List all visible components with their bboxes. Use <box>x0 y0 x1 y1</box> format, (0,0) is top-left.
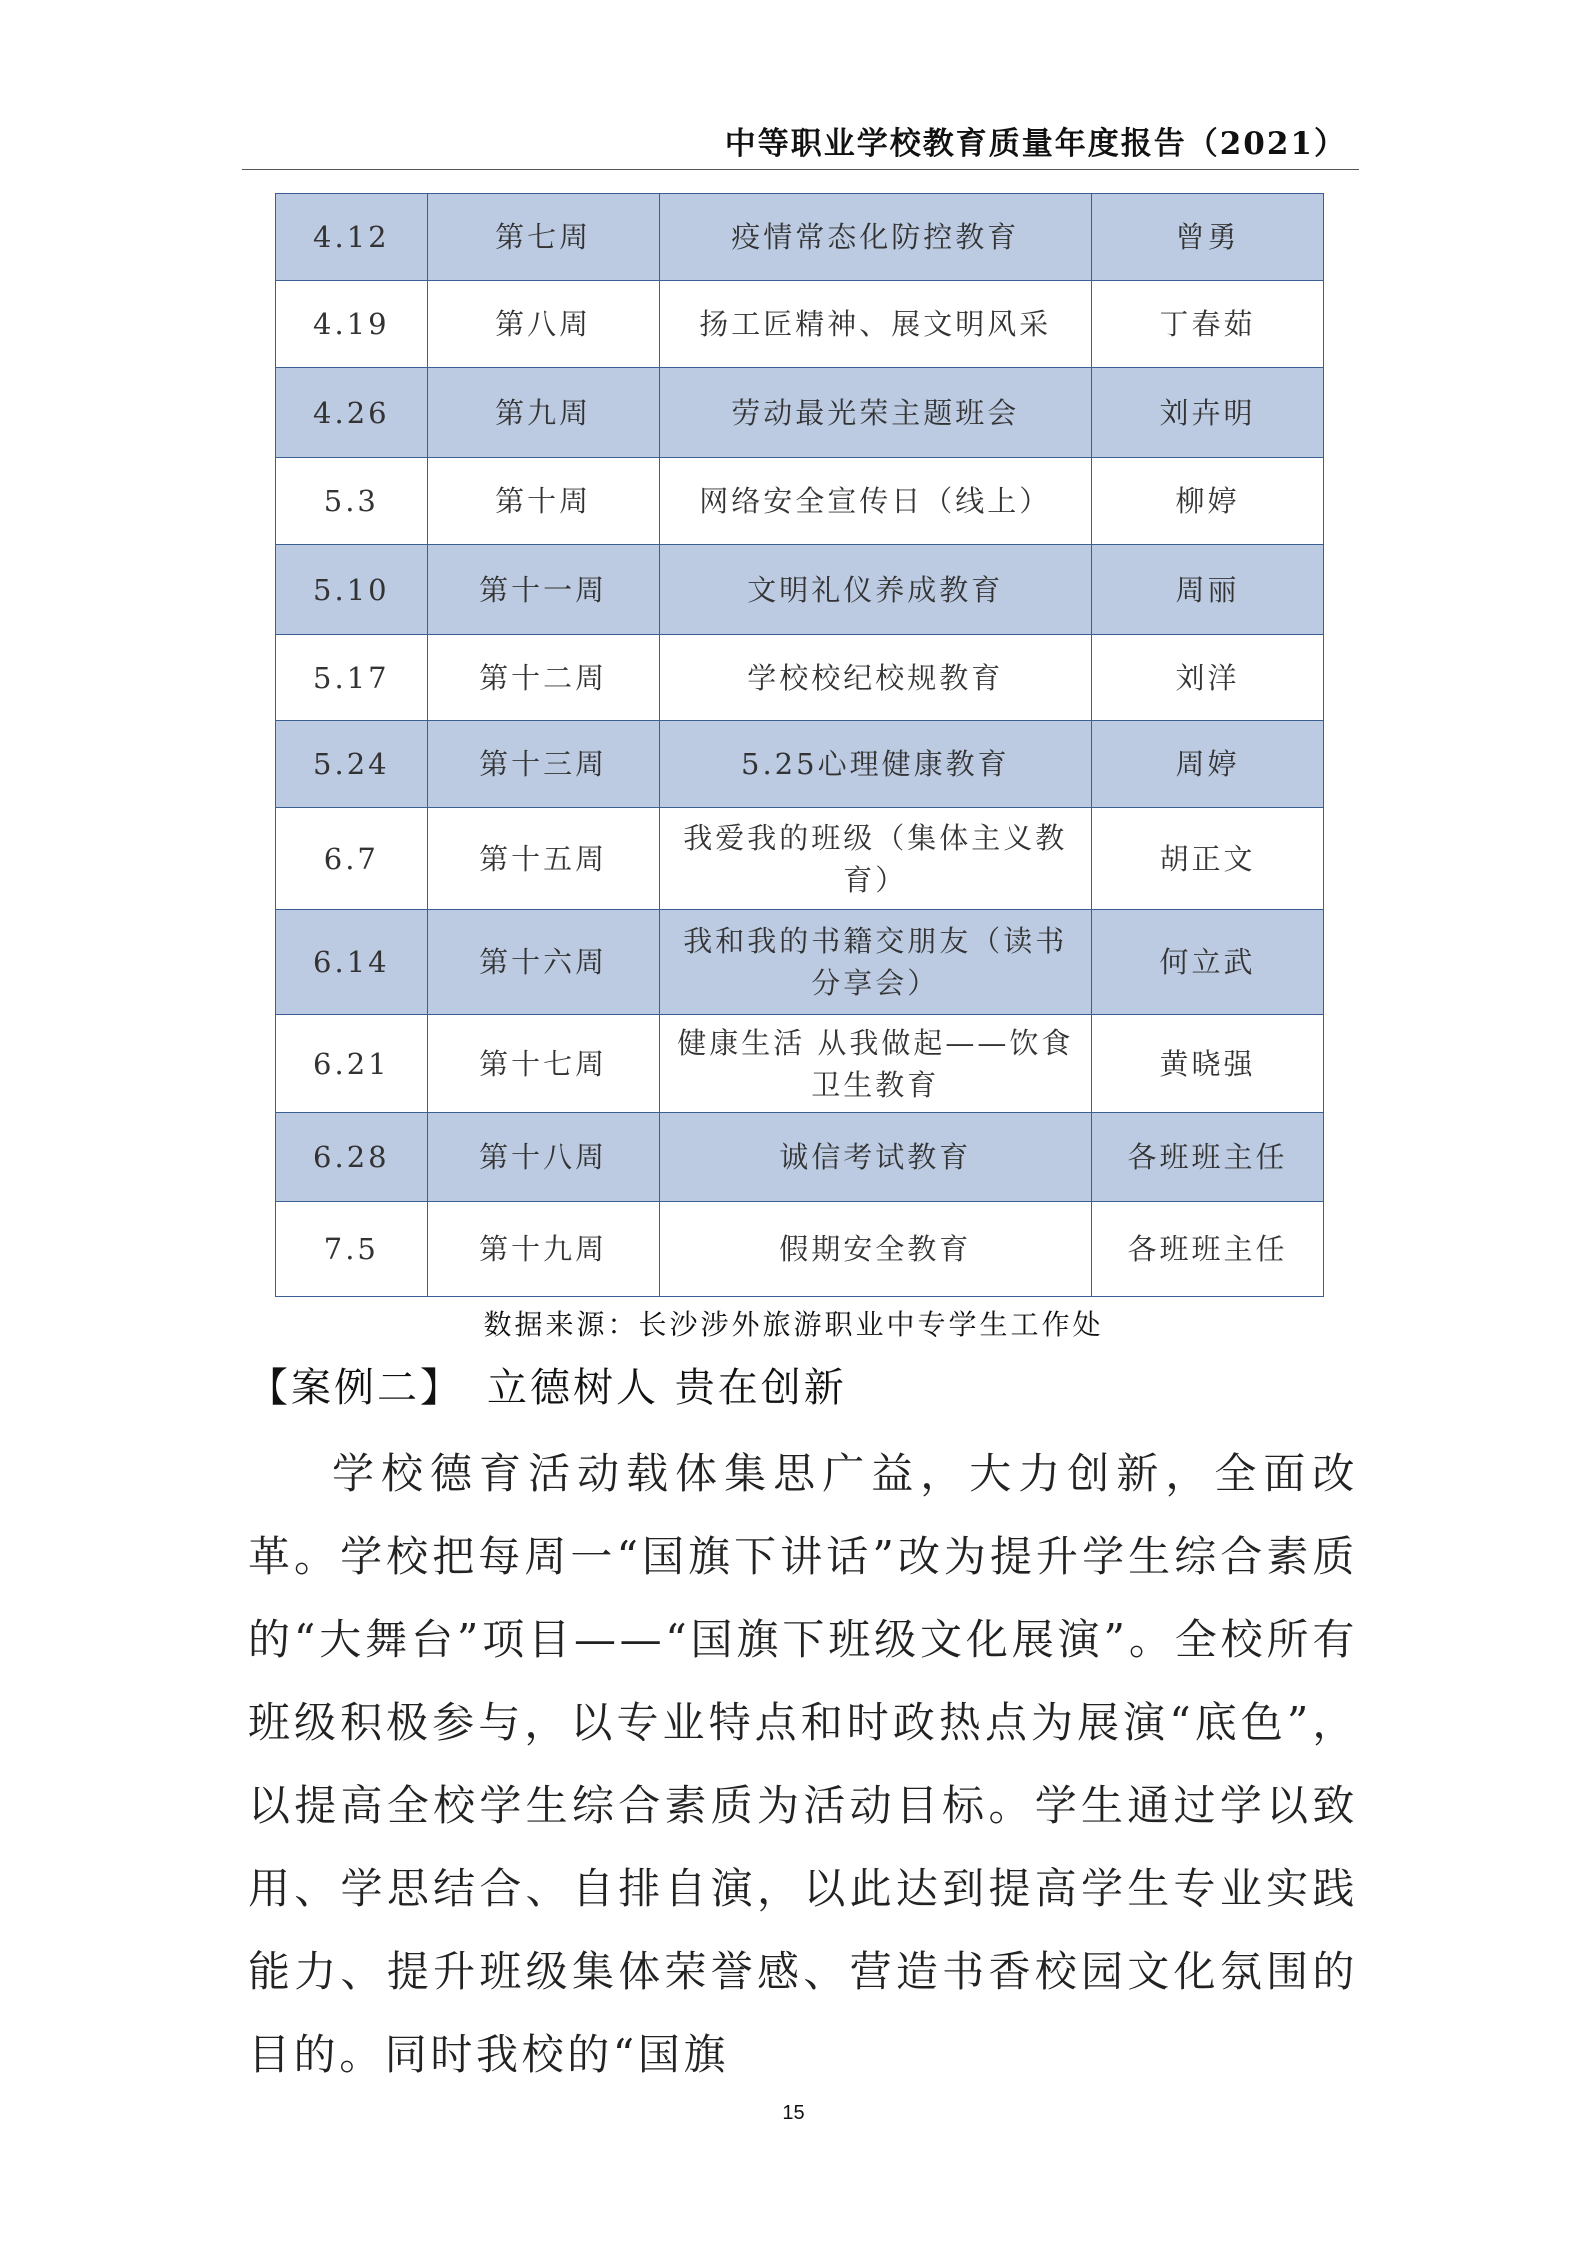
cell-week: 第十三周 <box>427 721 659 808</box>
table-row <box>276 910 1324 1015</box>
cell-date: 7.5 <box>276 1202 428 1297</box>
cell-speaker: 周丽 <box>1091 545 1323 635</box>
table-row <box>276 458 1324 545</box>
cell-speaker: 胡正文 <box>1091 808 1323 910</box>
cell-date: 5.17 <box>276 635 428 721</box>
case-body-paragraph: 学校德育活动载体集思广益，大力创新，全面改革。学校把每周一“国旗下讲话”改为提升学生综合素质的“大舞台”项目——“国旗下班级文化展演”。全校所有班级积极参与，以专业特点和时政热点为展演“底色”，以提高全校学生综合素质为活动目标。学生通过学以致用、学思结合、自排自演，以此达到提高学生专业实践能力、提升班级集体荣誉感、营造书香校园文化氛围的目的。同时我校的“国旗 <box>248 1449 1358 2079</box>
header-divider <box>242 169 1359 170</box>
cell-topic: 文明礼仪养成教育 <box>659 545 1091 635</box>
table-row <box>276 721 1324 808</box>
cell-topic: 健康生活 从我做起——饮食卫生教育 <box>659 1015 1091 1113</box>
cell-date: 6.14 <box>276 910 428 1015</box>
table-row <box>276 1015 1324 1113</box>
cell-week: 第十二周 <box>427 635 659 721</box>
data-source-note: 数据来源：长沙涉外旅游职业中专学生工作处 <box>483 1308 1104 1341</box>
case-heading <box>248 1356 847 1413</box>
cell-week: 第九周 <box>427 368 659 458</box>
cell-week: 第十周 <box>427 458 659 545</box>
cell-topic: 我和我的书籍交朋友（读书分享会） <box>659 910 1091 1015</box>
cell-speaker: 各班班主任 <box>1091 1202 1323 1297</box>
cell-week: 第十七周 <box>427 1015 659 1113</box>
cell-speaker: 黄晓强 <box>1091 1015 1323 1113</box>
cell-speaker: 刘洋 <box>1091 635 1323 721</box>
cell-date: 5.3 <box>276 458 428 545</box>
cell-date: 5.10 <box>276 545 428 635</box>
cell-speaker: 何立武 <box>1091 910 1323 1015</box>
table-row <box>276 1202 1324 1297</box>
cell-topic: 扬工匠精神、展文明风采 <box>659 281 1091 368</box>
cell-topic: 假期安全教育 <box>659 1202 1091 1297</box>
cell-date: 4.19 <box>276 281 428 368</box>
table-row <box>276 281 1324 368</box>
table-row <box>276 1113 1324 1202</box>
cell-week: 第十五周 <box>427 808 659 910</box>
table-row <box>276 635 1324 721</box>
activity-schedule-table <box>275 193 1324 1297</box>
table-row <box>276 194 1324 281</box>
cell-week: 第八周 <box>427 281 659 368</box>
cell-week: 第十八周 <box>427 1113 659 1202</box>
cell-speaker: 刘卉明 <box>1091 368 1323 458</box>
cell-speaker: 曾勇 <box>1091 194 1323 281</box>
cell-topic: 劳动最光荣主题班会 <box>659 368 1091 458</box>
table-row <box>276 368 1324 458</box>
cell-date: 5.24 <box>276 721 428 808</box>
cell-topic: 网络安全宣传日（线上） <box>659 458 1091 545</box>
case-label: 【案例二】 <box>248 1365 463 1411</box>
cell-speaker: 丁春茹 <box>1091 281 1323 368</box>
cell-speaker: 柳婷 <box>1091 458 1323 545</box>
cell-speaker: 周婷 <box>1091 721 1323 808</box>
cell-week: 第十六周 <box>427 910 659 1015</box>
cell-topic: 5.25心理健康教育 <box>659 721 1091 808</box>
cell-date: 6.28 <box>276 1113 428 1202</box>
cell-date: 6.21 <box>276 1015 428 1113</box>
cell-week: 第七周 <box>427 194 659 281</box>
cell-week: 第十一周 <box>427 545 659 635</box>
table-row <box>276 545 1324 635</box>
cell-week: 第十九周 <box>427 1202 659 1297</box>
page-number: 15 <box>782 2102 805 2124</box>
case-title: 立德树人 贵在创新 <box>487 1365 847 1411</box>
report-header-title: 中等职业学校教育质量年度报告（2021） <box>724 126 1347 162</box>
cell-date: 4.26 <box>276 368 428 458</box>
cell-topic: 我爱我的班级（集体主义教育） <box>659 808 1091 910</box>
cell-topic: 学校校纪校规教育 <box>659 635 1091 721</box>
cell-topic: 诚信考试教育 <box>659 1113 1091 1202</box>
cell-speaker: 各班班主任 <box>1091 1113 1323 1202</box>
cell-date: 4.12 <box>276 194 428 281</box>
cell-date: 6.7 <box>276 808 428 910</box>
cell-topic: 疫情常态化防控教育 <box>659 194 1091 281</box>
table-row <box>276 808 1324 910</box>
